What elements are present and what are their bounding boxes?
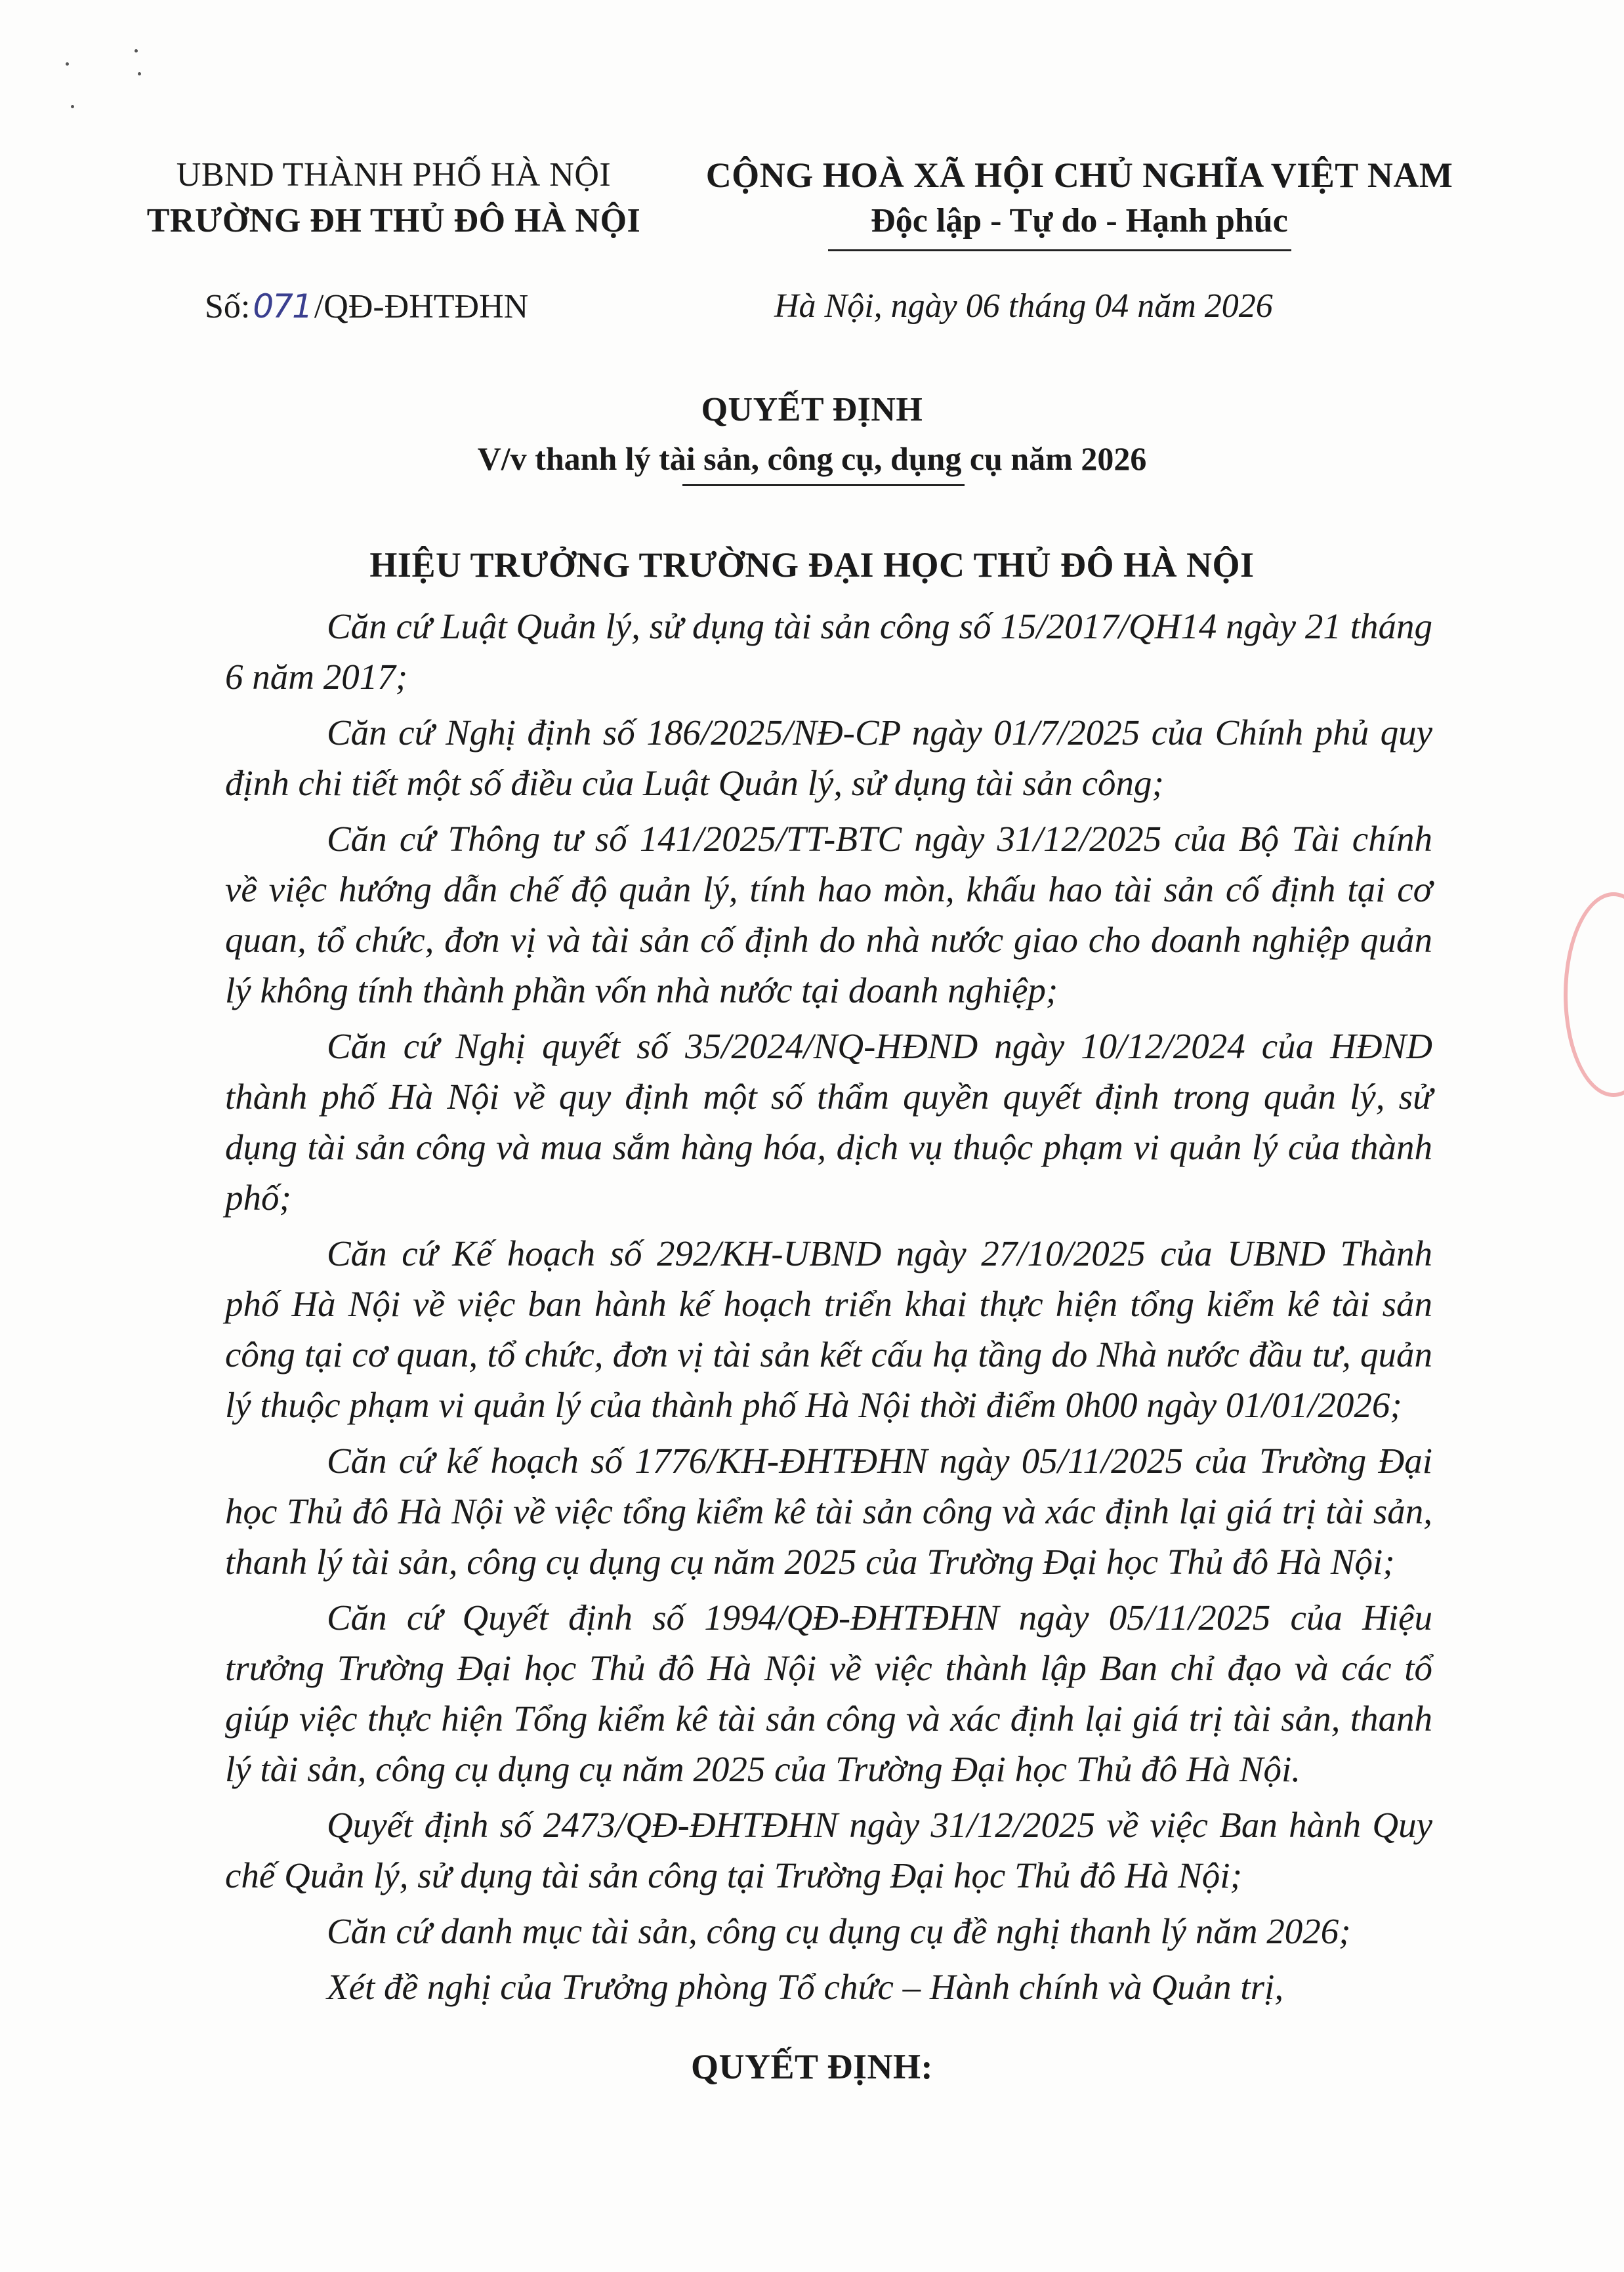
legal-basis-paragraph: Căn cứ Thông tư số 141/2025/TT-BTC ngày 31/12/2025 của Bộ Tài chính về việc hướng dẫn chế độ quản lý, tính hao mòn, khấu hao tài sản cố định tại cơ quan, tổ chức, đơn vị và tài sản cố định do nhà nước giao cho doanh nghiệp quản lý không tính thành phần vốn nhà nước tại doanh nghiệp; [225,819,1432,1010]
motto-underline [828,249,1291,251]
legal-basis-paragraph: Căn cứ Nghị quyết số 35/2024/NQ-HĐND ngày 10/12/2024 của HĐND thành phố Hà Nội về quy định một số thẩm quyền quyết định trong quản lý, sử dụng tài sản công và mua sắm hàng hóa, dịch vụ thuộc phạm vi quản lý của thành phố; [225,1026,1432,1218]
legal-basis-paragraph: Căn cứ kế hoạch số 1776/KH-ĐHTĐHN ngày 05/11/2025 của Trường Đại học Thủ đô Hà Nội về việc tổng kiểm kê tài sản công và xác định lại giá trị tài sản, thanh lý tài sản, công cụ dụng cụ năm 2025 của Trường Đại học Thủ đô Hà Nội; [225,1441,1432,1582]
legal-basis-paragraph: Căn cứ Quyết định số 1994/QĐ-ĐHTĐHN ngày 05/11/2025 của Hiệu trưởng Trường Đại học Thủ đô Hà Nội về việc thành lập Ban chỉ đạo và các tổ giúp việc thực hiện Tổng kiểm kê tài sản công và xác định lại giá trị tài sản, thanh lý tài sản, công cụ dụng cụ năm 2025 của Trường Đại học Thủ đô Hà Nội. [225,1598,1432,1789]
red-seal-fragment [1564,892,1624,1097]
legal-basis-paragraph: Căn cứ Kế hoạch số 292/KH-UBND ngày 27/10/2025 của UBND Thành phố Hà Nội về việc ban hành kế hoạch triển khai thực hiện tổng kiểm kê tài sản công tại cơ quan, tổ chức, đơn vị tài sản kết cấu hạ tầng do Nhà nước đầu tư, quản lý thuộc phạm vi quản lý của thành phố Hà Nội thời điểm 0h00 ngày 01/01/2026; [225,1233,1432,1425]
scan-speck [135,49,138,52]
legal-basis-paragraph: Căn cứ danh mục tài sản, công cụ dụng cụ đề nghị thanh lý năm 2026; [327,1911,1351,1951]
document-subtitle: V/v thanh lý tài sản, công cụ, dụng cụ năm 2026 [477,440,1147,477]
doc-number-handwritten: 071 [253,287,312,325]
decision-heading: QUYẾT ĐỊNH: [690,2047,934,2086]
motto-line-1: CỘNG HOÀ XÃ HỘI CHỦ NGHĨA VIỆT NAM [705,155,1453,195]
scan-speck [138,72,141,75]
scan-speck [71,105,74,108]
scan-speck [66,62,69,66]
authority-line-1: UBND THÀNH PHỐ HÀ NỘI [176,156,612,194]
authority-line-2: TRƯỜNG ĐH THỦ ĐÔ HÀ NỘI [146,202,641,239]
legal-basis-paragraph: Căn cứ Nghị định số 186/2025/NĐ-CP ngày 01/7/2025 của Chính phủ quy định chi tiết một số điều của Luật Quản lý, sử dụng tài sản công; [225,713,1432,803]
doc-number-prefix: Số: [205,288,251,325]
issuing-authority [112,152,676,244]
legal-basis [225,601,1432,2017]
subtitle-underline [682,484,965,486]
issue-date: Hà Nội, ngày 06 tháng 04 năm 2026 [774,287,1273,325]
issuer-heading: HIỆU TRƯỞNG TRƯỜNG ĐẠI HỌC THỦ ĐÔ HÀ NỘI [369,545,1255,585]
document-title: QUYẾT ĐỊNH [701,391,923,428]
national-motto [656,152,1503,244]
legal-basis-paragraph: Căn cứ Luật Quản lý, sử dụng tài sản công số 15/2017/QH14 ngày 21 tháng 6 năm 2017; [225,606,1432,697]
motto-line-2: Độc lập - Tự do - Hạnh phúc [871,202,1288,239]
doc-number-suffix: /QĐ-ĐHTĐHN [314,288,529,325]
document-number [205,283,664,330]
legal-basis-paragraph: Xét đề nghị của Trưởng phòng Tổ chức – Hành chính và Quản trị, [327,1967,1284,2007]
legal-basis-paragraph: Quyết định số 2473/QĐ-ĐHTĐHN ngày 31/12/2025 về việc Ban hành Quy chế Quản lý, sử dụng tài sản công tại Trường Đại học Thủ đô Hà Nội; [225,1805,1432,1895]
